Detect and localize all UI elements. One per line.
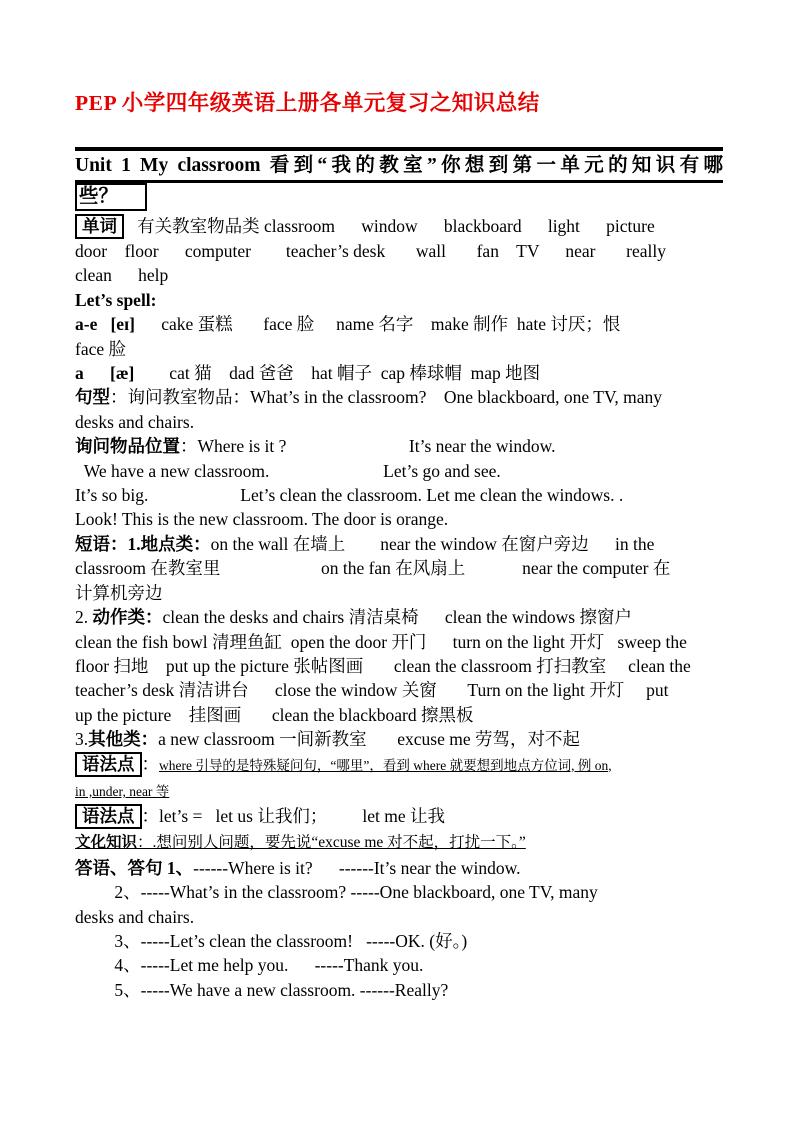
text-segment: Unit 1 My classroom 看到“我的教室”你想到第一单元的知识有哪: [75, 155, 723, 176]
section-label-others: 其他类：: [88, 729, 159, 750]
text-line: [75, 929, 723, 953]
text-line: [75, 978, 723, 1002]
text-line: [75, 263, 723, 287]
text-line: [75, 532, 723, 556]
text-segment: floor 扫地 put up the picture 张帖图画 clean the classroom 打扫教室 clean the: [75, 655, 691, 676]
text-segment: 有关教室物品类 classroom window blackboard light picture: [124, 216, 655, 236]
section-label-grammar-2: 语法点: [75, 804, 142, 829]
text-segment: door floor computer teacher’s desk wall fan TV near really: [75, 241, 666, 261]
text-segment: cake 蛋糕 face 脸 name 名字 make 制作 hate 讨厌；恨: [134, 314, 621, 335]
text-segment: 询问物品位置: [75, 436, 180, 457]
text-line: [75, 703, 723, 727]
text-line: [75, 678, 723, 702]
text-segment: ：Where is it ? It’s near the window.: [180, 436, 556, 457]
text-segment: cat 猫 dad 爸爸 hat 帽子 cap 棒球帽 map 地图: [134, 363, 541, 384]
text-line: [75, 581, 723, 605]
text-line: [75, 953, 723, 977]
text-line: [75, 654, 723, 678]
section-label-grammar-1: 语法点: [75, 752, 142, 777]
text-segment: clean the desks and chairs 清洁桌椅 clean the windows 擦窗户: [162, 607, 632, 628]
text-segment: a-e [eɪ]: [75, 314, 135, 335]
document-body: [75, 147, 723, 1002]
text-segment: ------Where is it? ------It’s near the window.: [193, 857, 521, 878]
text-line: [75, 605, 723, 629]
text-line: [75, 434, 723, 458]
text-line: [75, 727, 723, 751]
document-content: [75, 86, 723, 1002]
text-segment: We have a new classroom. Let’s go and see.: [75, 460, 501, 481]
text-segment: 3.: [75, 729, 89, 750]
text-segment: 4、-----Let me help you. -----Thank you.: [75, 955, 424, 976]
text-line: [75, 630, 723, 654]
text-segment: 2.: [75, 607, 93, 628]
text-line: [75, 804, 723, 829]
text-line: [75, 880, 723, 904]
text-segment: desks and chairs.: [75, 411, 195, 432]
text-segment: 2、-----What’s in the classroom? -----One blackboard, one TV, many: [75, 882, 598, 903]
text-segment: up the picture 挂图画 clean the blackboard 擦黑板: [75, 704, 474, 725]
text-segment: ：let’s = let us 让我们； let me 让我: [141, 806, 445, 827]
text-segment: classroom 在教室里 on the fan 在风扇上 near the computer 在: [75, 558, 671, 579]
section-label-phrases: 短语：1.地点类：: [75, 533, 211, 554]
text-segment: It’s so big. Let’s clean the classroom. Let me clean the windows. .: [75, 485, 624, 506]
unit-heading-wrap: [75, 183, 723, 211]
section-label-answers: 答语、答句 1、: [75, 857, 194, 878]
section-label-culture: 文化知识: [75, 834, 138, 852]
text-segment: clean help: [75, 265, 169, 286]
text-line: [75, 214, 723, 239]
text-segment: 5、-----We have a new classroom. ------Really?: [75, 979, 449, 1000]
unit-heading: [75, 147, 723, 183]
text-segment: face 脸: [75, 338, 127, 359]
text-line: [75, 288, 723, 312]
text-line: [75, 361, 723, 385]
text-segment: on the wall 在墙上 near the window 在窗户旁边 in the: [210, 533, 655, 554]
text-line: [75, 483, 723, 507]
text-segment: desks and chairs.: [75, 906, 195, 927]
text-line: [75, 507, 723, 531]
text-line: [75, 385, 723, 409]
wrapped-heading-text: 些？: [75, 183, 147, 211]
section-label-actions: 动作类：: [92, 607, 163, 628]
document-title: PEP 小学四年级英语上册各单元复习之知识总结: [75, 91, 540, 115]
text-line: [75, 337, 723, 361]
text-line: [75, 459, 723, 483]
text-segment: clean the fish bowl 清理鱼缸 open the door 开门 turn on the light 开灯 sweep the: [75, 631, 687, 652]
text-line: [75, 556, 723, 580]
text-line: [75, 410, 723, 434]
text-segment: 3、-----Let’s clean the classroom! -----OK. (好。): [75, 930, 468, 951]
text-line: [75, 312, 723, 336]
section-label-words: 单词: [75, 214, 124, 239]
text-segment: a new classroom 一间新教室 excuse me 劳驾，对不起: [158, 729, 580, 750]
section-label-sentences: 句型: [75, 387, 110, 408]
text-segment: ：.想问别人问题，要先说“excuse me 对不起，打扰一下。”: [137, 834, 526, 852]
text-line: [75, 752, 723, 778]
text-segment: a [æ]: [75, 363, 135, 384]
text-segment: teacher’s desk 清洁讲台 close the window 关窗 Turn on the light 开灯 put: [75, 680, 669, 701]
text-segment: 计算机旁边: [75, 582, 163, 603]
text-segment: ：询问教室物品：What’s in the classroom? One blackboard, one TV, many: [110, 387, 662, 408]
text-segment: ：: [141, 753, 159, 774]
text-line: [75, 905, 723, 929]
text-line: [75, 829, 723, 855]
text-segment: Look! This is the new classroom. The door is orange.: [75, 509, 449, 530]
text-line: [75, 239, 723, 263]
text-line: [75, 778, 723, 804]
text-line: [75, 856, 723, 880]
text-segment: in ,under, near 等: [75, 783, 170, 799]
text-segment: Let’s spell:: [75, 289, 157, 310]
text-segment: where 引导的是特殊疑问句，“哪里”，看到 where 就要想到地点方位词, 例 on,: [159, 757, 612, 773]
